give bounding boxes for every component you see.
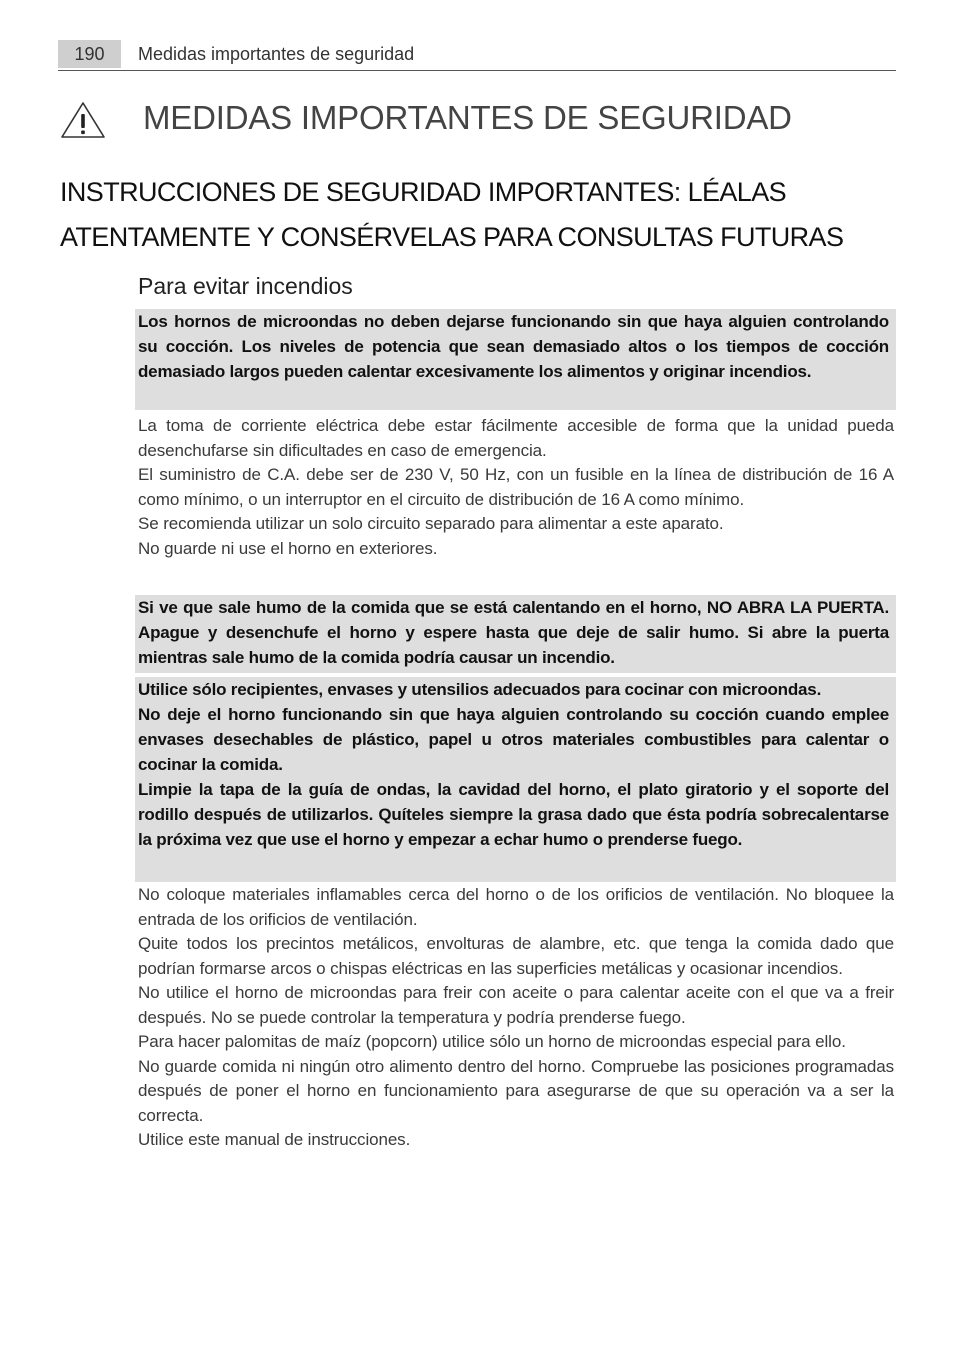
warning-paragraph: Los hornos de microondas no deben dejarse funcionando sin que haya alguien controlando su cocción. Los niveles de potencia que sean demasiado altos o los tiempos de cocción demasiado largos pueden calentar excesivamente los alimentos y originar incendios. <box>138 312 889 381</box>
paragraph: Utilice este manual de instrucciones. <box>138 1130 411 1149</box>
warning-paragraph: Si ve que sale humo de la comida que se está calentando en el horno, NO ABRA LA PUERTA. Apague y desenchufe el horno y espere hasta que deje de salir humo. Si abre la puerta mientras sale humo de la comida podría causar un incendio. <box>138 598 889 667</box>
warning-box-utensils <box>135 677 896 882</box>
paragraph: No guarde comida ni ningún otro alimento dentro del horno. Compruebe las posiciones programadas después de poner el horno en funcionamiento para asegurarse de que su operación va a ser la correcta. <box>138 1056 894 1125</box>
warning-paragraph: No deje el horno funcionando sin que haya alguien controlando su cocción cuando emplee envases desechables de plástico, papel u otros materiales combustibles para calentar o cocinar la comida. <box>138 705 889 774</box>
running-title: Medidas importantes de seguridad <box>138 44 415 64</box>
text-block-precautions <box>138 883 894 1153</box>
warning-paragraph: Utilice sólo recipientes, envases y utensilios adecuados para cocinar con microondas. <box>138 680 822 699</box>
paragraph: No utilice el horno de microondas para freir con aceite o para calentar aceite con el que va a freir después. No se puede controlar la temperatura y podría prenderse fuego. <box>138 983 894 1027</box>
page-header <box>58 40 896 71</box>
section-title: Para evitar incendios <box>138 273 353 299</box>
paragraph: No coloque materiales inflamables cerca del horno o de los orificios de ventilación. No bloquee la entrada de los orificios de ventilación. <box>138 885 894 929</box>
paragraph: La toma de corriente eléctrica debe estar fácilmente accesible de forma que la unidad pueda desenchufarse sin dificultades en caso de emergencia. <box>138 416 894 460</box>
warning-box-smoke <box>135 595 896 673</box>
warning-triangle-icon <box>60 101 106 139</box>
text-block-power <box>138 414 894 561</box>
warning-paragraph: Limpie la tapa de la guía de ondas, la cavidad del horno, el plato giratorio y el soporte del rodillo después de utilizarlos. Quíteles siempre la grasa dado que ésta podría sobrecalentarse la próxima vez que use el horno y empezar a echar humo o prenderse fuego. <box>138 780 889 849</box>
paragraph: No guarde ni use el horno en exteriores. <box>138 538 438 558</box>
safety-instructions-heading: INSTRUCCIONES DE SEGURIDAD IMPORTANTES: LÉALAS ATENTAMENTE Y CONSÉRVELAS PARA CONSULTAS FUTURAS <box>60 177 844 252</box>
warning-box-fire <box>135 309 896 410</box>
page-number: 190 <box>58 40 121 68</box>
paragraph: Para hacer palomitas de maíz (popcorn) utilice sólo un horno de microondas especial para ello. <box>138 1032 846 1051</box>
paragraph: Se recomienda utilizar un solo circuito separado para alimentar a este aparato. <box>138 514 724 533</box>
paragraph: El suministro de C.A. debe ser de 230 V, 50 Hz, con un fusible en la línea de distribución de 16 A como mínimo, o un interruptor en el circuito de distribución de 16 A como mínimo. <box>138 465 894 509</box>
page-title: MEDIDAS IMPORTANTES DE SEGURIDAD <box>143 99 792 136</box>
paragraph: Quite todos los precintos metálicos, envolturas de alambre, etc. que tenga la comida dado que podrían formarse arcos o chispas eléctricas en las superficies metálicas y ocasionar incendios. <box>138 934 894 978</box>
